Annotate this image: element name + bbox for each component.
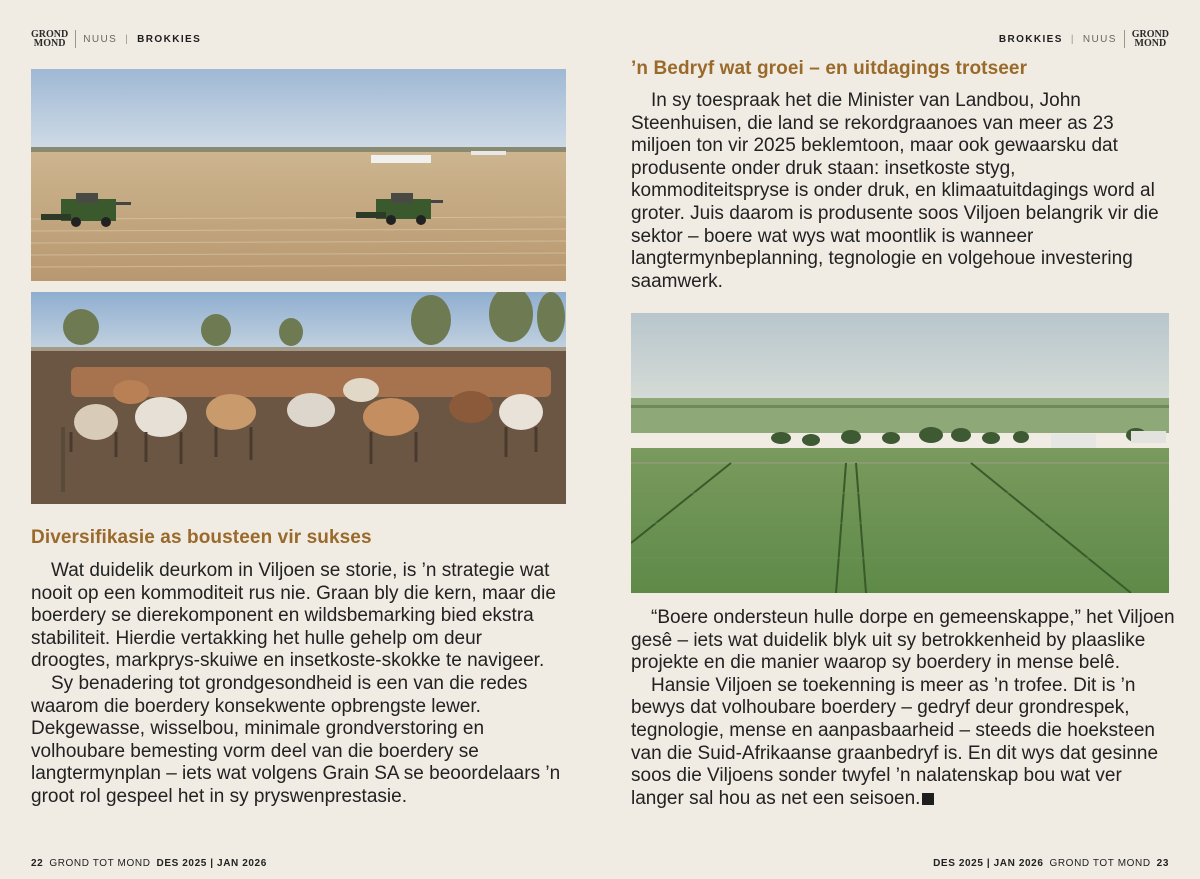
issue-date: DES 2025 | JAN 2026 — [933, 858, 1044, 869]
right-footer — [933, 858, 1169, 869]
article-paragraph: Wat duidelik deurkom in Viljoen se storie, is ’n strategie wat nooit op een kommoditeit rus nie. Graan bly die kern, maar die boerdery se dierekomponent en wildsbemarking bied ekstra stabiliteit. Hierdie vertakking het hulle gehelp om deur droogtes, markprys-skuiwe en insetkoste-skokke te navigeer. — [31, 560, 556, 672]
header-separator: | — [125, 33, 130, 45]
article-paragraph: Hansie Viljoen se toekenning is meer as ’n trofee. Dit is ’n bewys dat volhoubare boerdery – gedryf deur grondrespek, tegnologie, mense en aanpasbaarheid – steeds die hoeksteen van die Suid-Afrikaanse graanbedryf is. En dit wys dat gesinne soos die Viljoens sonder twyfel ’n nalatenskap bou wat ver langer sal hou as net een seisoen. ▼ — [631, 674, 1159, 809]
section-label: NUUS — [1082, 33, 1117, 45]
article-paragraph: “Boere ondersteun hulle dorpe en gemeenskappe,” het Viljoen gesê – iets wat duidelik blyk uit sy betrokkenheid by plaaslike projekte en die manier waarop sy boerdery in mense belê. — [631, 607, 1175, 674]
magazine-name: GROND TOT MOND — [49, 858, 151, 869]
cattle-photo — [31, 292, 566, 504]
grond-tot-mond-logo: GROND MOND — [31, 29, 69, 49]
issue-date: DES 2025 | JAN 2026 — [156, 858, 267, 869]
industry-heading: ’n Bedryf wat groei – en uitdagings trotseer — [631, 58, 1028, 79]
page-number: 23 — [1156, 858, 1169, 869]
right-article-body — [631, 607, 1176, 810]
right-header — [999, 30, 1169, 48]
end-of-article-icon: ▼ — [922, 793, 934, 805]
header-separator: | — [1070, 33, 1075, 45]
right-page — [600, 0, 1200, 879]
page-number: 22 — [31, 858, 44, 869]
left-article-body — [31, 560, 566, 809]
magazine-name: GROND TOT MOND — [1049, 858, 1151, 869]
article-paragraph: Sy benadering tot grondgesondheid is een van die redes waarom die boerdery konsekwente opbrengste lewer. Dekgewasse, wisselbou, minimale grondverstoring en volhoubare bemesting vorm deel van die boerdery se langtermynplan – iets wat volgens Grain SA se beoordelaars ’n groot rol gespeel het in sy pryswenprestasie. — [31, 672, 561, 807]
diversification-heading: Diversifikasie as bousteen vir sukses — [31, 527, 372, 548]
header-divider — [1124, 30, 1125, 48]
harvest-photo — [31, 69, 566, 281]
section-label: NUUS — [83, 33, 118, 45]
subsection-label: BROKKIES — [137, 33, 202, 45]
subsection-label: BROKKIES — [998, 33, 1063, 45]
right-article-intro — [631, 90, 1171, 293]
left-header — [31, 30, 201, 48]
left-footer — [31, 858, 267, 869]
article-paragraph: In sy toespraak het die Minister van Landbou, John Steenhuisen, die land se rekordgraanoes van meer as 23 miljoen ton vir 2025 beklemtoon, maar ook gewaarsku dat produsente onder druk staan: insetkoste styg, kommoditeitspryse is onder druk, en klimaatuitdagings word al groter. Juis daarom is produsente soos Viljoen belangrik vir die sektor – boere wat wys wat moontlik is wanneer langtermynbeplanning, tegnologie en volgehoue investering saamwerk. — [631, 90, 1159, 292]
header-divider — [75, 30, 76, 48]
aerial-field-photo — [631, 313, 1169, 593]
grond-tot-mond-logo: GROND MOND — [1131, 29, 1169, 49]
